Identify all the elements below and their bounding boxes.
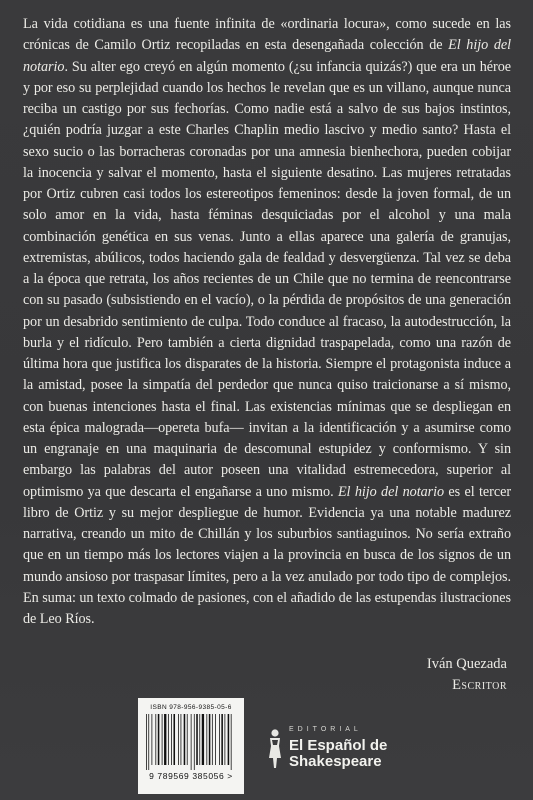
barcode-digits <box>138 771 244 781</box>
barcode-bar <box>152 714 153 765</box>
barcode-bar <box>231 714 232 770</box>
blurb-text <box>23 14 511 630</box>
barcode-bar <box>155 714 156 765</box>
barcode-bar <box>184 714 186 765</box>
isbn-label: ISBN 978-956-9385-05-6 <box>150 704 232 711</box>
blurb-paragraph <box>23 14 511 630</box>
barcode-bar <box>181 714 182 765</box>
book-title: El hijo del notario <box>337 483 445 500</box>
barcode-bar <box>221 714 223 765</box>
publisher-imprint: EDITORIAL <box>289 726 362 733</box>
barcode-bar <box>219 714 220 765</box>
barcode-bar <box>228 714 230 765</box>
barcode-number: 9 789569 385056 <box>149 771 225 781</box>
isbn-barcode <box>138 698 244 794</box>
blurb-part: es el tercer libro de Ortiz y su mejor despliegue de humor. Evidencia ya una notable madurez narrativa, creando un mito de Chillán y los suburbios santiaguinos. No sería extraño que en un tiempo más los lectores viajen a la provincia en busca de los signos de un mundo ansioso por traspasar límites, pero a la vez anulado por todo tipo de complejos. En suma: un texto colmado de pasiones, con el añadido de las estupendas ilustraciones de Leo Ríos. <box>23 483 511 627</box>
barcode-bar <box>164 714 166 765</box>
barcode-bar <box>202 714 204 765</box>
signature-name: Iván Quezada <box>426 656 507 672</box>
barcode-bar <box>148 714 149 770</box>
barcode-bar <box>194 714 195 770</box>
book-title: El hijo del notario <box>23 37 511 75</box>
barcode-price-mark: > <box>227 771 233 781</box>
signature-role: Escritor <box>452 677 507 693</box>
blurb-part: La vida cotidiana es una fuente infinita de «ordinaria locura», como sucede en las crónicas de Camilo Ortiz recopiladas en esta desengañada colección de <box>23 16 511 54</box>
barcode-bars <box>144 714 238 770</box>
barcode-bar <box>178 714 179 765</box>
publisher-name-line: El Español de <box>289 737 388 754</box>
author-signature <box>427 654 507 696</box>
barcode-bar <box>209 714 211 765</box>
shakespeare-figure-icon <box>267 728 283 768</box>
barcode-bar <box>199 714 200 765</box>
barcode-bar <box>212 714 213 765</box>
barcode-bar <box>215 714 216 765</box>
barcode-bar <box>173 714 175 765</box>
barcode-bar <box>162 714 163 765</box>
blurb-part: . Su alter ego creyó en algún momento (¿su infancia quizás?) que era un héroe y por eso su perplejidad cuando los hechos le revelan que es un villano, aunque nunca reciba un castigo por sus fechorías. Como nadie está a salvo de sus bajos instintos, ¿quién podría juzgar a este Charles Chaplin medio lascivo y medio santo? Hasta el sexo sucio o las borracheras coronadas por una amnesia bienhechora, pueden cobijar la inocencia y salvar el momento, hasta el siguiente desatino. Las mujeres retratadas por Ortiz cubren casi todos los estereotipos femeninos: desde la joven formal, de un solo amor en la vida, hasta féminas desquiciadas por el alcohol y una mala combinación genética en sus venas. Junto a ellas aparece una galería de granujas, extremistas, abúlicos, todos haciendo gala de fealdad y desvergüenza. Tal vez se deba a la época que retrata, los años recientes de un Chile que no termina de reencontrarse con su pasado (subsistiendo en el vacío), o la pérdida de propósitos de una generación por un desabrido sentimiento de culpa. Todo conduce al fracaso, la autodestrucción, la burla y el ridículo. Pero también a cierta dignidad traspapelada, como una razón de última hora que justifica los disparates de la historia. Siempre el protagonista induce a la amistad, posee la simpatía del perdedor que nunca quiso traicionarse a sí mismo, con buenas intenciones hasta el final. Las existencias mínimas que se despliegan en esta épica malograda—opereta bufa— invitan a la identificación y a asumirse como un engranaje en una maquinaria de descomunal estupidez y conformismo. Y sin embargo las palabras del autor poseen una vitalidad estremecedora, superior al optimismo ya que descarta el engañarse a uno mismo. <box>23 58 511 500</box>
barcode-bar <box>187 714 188 765</box>
publisher-name <box>289 738 417 770</box>
publisher-name-line: Shakespeare <box>289 753 382 770</box>
barcode-bar <box>206 714 207 765</box>
barcode-bar <box>168 714 169 765</box>
barcode-bar <box>196 714 198 765</box>
barcode-bar <box>191 714 192 770</box>
publisher-logo <box>267 722 417 792</box>
barcode-bar <box>158 714 160 765</box>
barcode-bar <box>146 714 147 770</box>
barcode-bar <box>225 714 226 765</box>
barcode-bar <box>171 714 172 765</box>
